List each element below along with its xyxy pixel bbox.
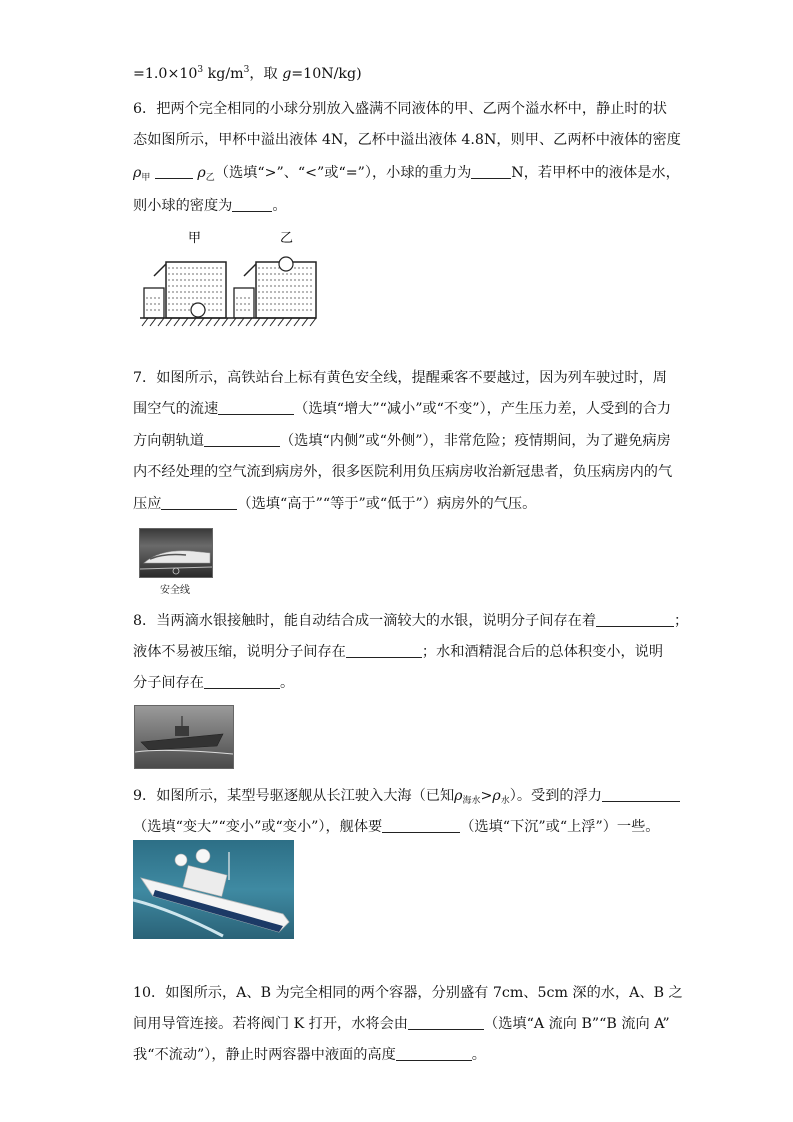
destroyer-photo (134, 705, 234, 769)
q10-line-3 (133, 1045, 486, 1065)
q7-line-4: 内不经处理的空气流到病房外，很多医院利用负压病房收治新冠患者，负压病房内的气 (133, 464, 673, 480)
rho-symbol: ρ (492, 788, 501, 804)
label-jia: 甲 (188, 231, 202, 246)
q8-line-2a: 液体不易被压缩，说明分子间存在 (133, 644, 346, 660)
q7-line-2b: （选填“增大”“减小”或“不变”），产生压力差，人受到的合力 (294, 401, 672, 417)
unit-text: kg/m (203, 66, 244, 82)
rho-sub-sea: 海水 (462, 796, 481, 806)
q6-line-4-text: 则小球的密度为 (133, 198, 233, 214)
q7-line-3 (133, 431, 671, 451)
q9-line-2a: （选填“变大”“变小”或“变小”），舰体要 (133, 819, 383, 835)
q7-line-1: 7．如图所示，高铁站台上标有黄色安全线，提醒乘客不要越过，因为列车驶过时，周 (133, 370, 667, 386)
q10-line-3b: 。 (471, 1047, 486, 1063)
q7-blank-pressure[interactable] (161, 495, 237, 510)
q6-blank-density-compare[interactable] (155, 164, 193, 179)
rho-sub-jia: 甲 (141, 173, 151, 183)
unit-exponent: 3 (243, 65, 250, 75)
q6-line-3-end: N，若甲杯中的液体是水， (511, 165, 680, 181)
rho-sub-water: 水 (500, 796, 510, 806)
high-speed-train-photo (139, 528, 213, 578)
q6-line-3-text: （选填“>”、“<”或“=”），小球的重力为 (214, 165, 472, 181)
q10-line-2 (133, 1014, 670, 1034)
q8-line-3a: 分子间存在 (133, 675, 204, 691)
q7-line-5a: 压应 (133, 496, 162, 512)
q7-line-5b: （选填“高于”“等于”或“低于”）病房外的气压。 (237, 496, 537, 512)
ship-photo (133, 840, 294, 939)
rho-sub-yi: 乙 (205, 173, 215, 183)
q9-line-2 (133, 817, 660, 837)
rho-symbol: ρ (197, 165, 206, 181)
constants-line (133, 64, 362, 84)
label-yi: 乙 (280, 231, 294, 246)
cup-jia (144, 262, 226, 318)
q8-line-1b: ； (674, 613, 689, 629)
q9-line-1a: 9．如图所示，某型号驱逐舰从长江驶入大海（已知 (133, 788, 455, 804)
q8-blank-repulsion[interactable] (346, 643, 422, 658)
q10-blank-flow-direction[interactable] (408, 1015, 484, 1030)
q10-line-1: 10．如图所示，A、B 为完全相同的两个容器，分别盛有 7cm、5cm 深的水，A、B 之 (133, 985, 683, 1001)
q7-line-3a: 方向朝轨道 (133, 433, 204, 449)
overflow-cups-figure (136, 226, 322, 330)
q8-line-1 (133, 611, 688, 631)
q9-line-1b: ）。受到的浮力 (509, 788, 602, 804)
q7-blank-force-direction[interactable] (204, 432, 280, 447)
q9-line-2b: （选填“下沉”或“上浮”）一些。 (460, 819, 660, 835)
cup-yi (234, 257, 316, 318)
q8-blank-gaps[interactable] (204, 674, 280, 689)
q6-blank-ball-density[interactable] (232, 197, 272, 212)
q8-line-3 (133, 673, 294, 693)
q9-blank-buoyancy[interactable] (602, 787, 680, 802)
q7-line-2a: 围空气的流速 (133, 401, 219, 417)
q9-line-1 (133, 786, 680, 806)
q7-line-3b: （选填“内侧”或“外侧”），非常危险；疫情期间，为了避免病房 (279, 433, 671, 449)
q7-line-2 (133, 399, 671, 419)
q10-blank-level[interactable] (396, 1046, 472, 1061)
separator-text: ，取 (249, 66, 283, 82)
q8-line-3b: 。 (279, 675, 295, 691)
q8-line-1a: 8．当两滴水银接触时，能自动结合成一滴较大的水银，说明分子间存在着 (133, 613, 597, 629)
g-value-text: =10N/kg) (291, 66, 362, 82)
q6-line-3 (133, 163, 680, 183)
q8-line-2b: ；水和酒精混合后的总体积变小，说明 (421, 644, 664, 660)
q6-line-4 (133, 196, 287, 216)
safety-line-caption: 安全线 (160, 585, 190, 596)
q7-line-5 (133, 494, 536, 514)
q10-line-3a: 我“不流动”），静止时两容器中液面的高度 (133, 1047, 396, 1063)
q9-blank-hull[interactable] (382, 818, 460, 833)
q7-blank-air-speed[interactable] (218, 400, 294, 415)
rho-symbol: ρ (133, 165, 142, 181)
exponent: 3 (197, 65, 204, 75)
q6-line-2: 态如图所示，甲杯中溢出液体 4N，乙杯中溢出液体 4.8N，则甲、乙两杯中液体的密度 (133, 132, 681, 148)
q6-blank-ball-weight[interactable] (471, 164, 511, 179)
q6-line-4-end: 。 (272, 198, 287, 214)
q10-line-2a: 间用导管连接。若将阀门 K 打开，水将会由 (133, 1016, 408, 1032)
g-symbol: g (282, 66, 292, 82)
rho-symbol: ρ (454, 788, 463, 804)
q6-line-1: 6．把两个完全相同的小球分别放入盛满不同液体的甲、乙两个溢水杯中，静止时的状 (133, 101, 667, 117)
q8-blank-attraction[interactable] (596, 612, 674, 627)
q8-line-2 (133, 642, 663, 662)
q10-line-2b: （选填“A 流向 B”“B 流向 A” (484, 1016, 670, 1032)
constant-text: =1.0×10 (133, 66, 198, 82)
greater-than: > (480, 788, 493, 804)
